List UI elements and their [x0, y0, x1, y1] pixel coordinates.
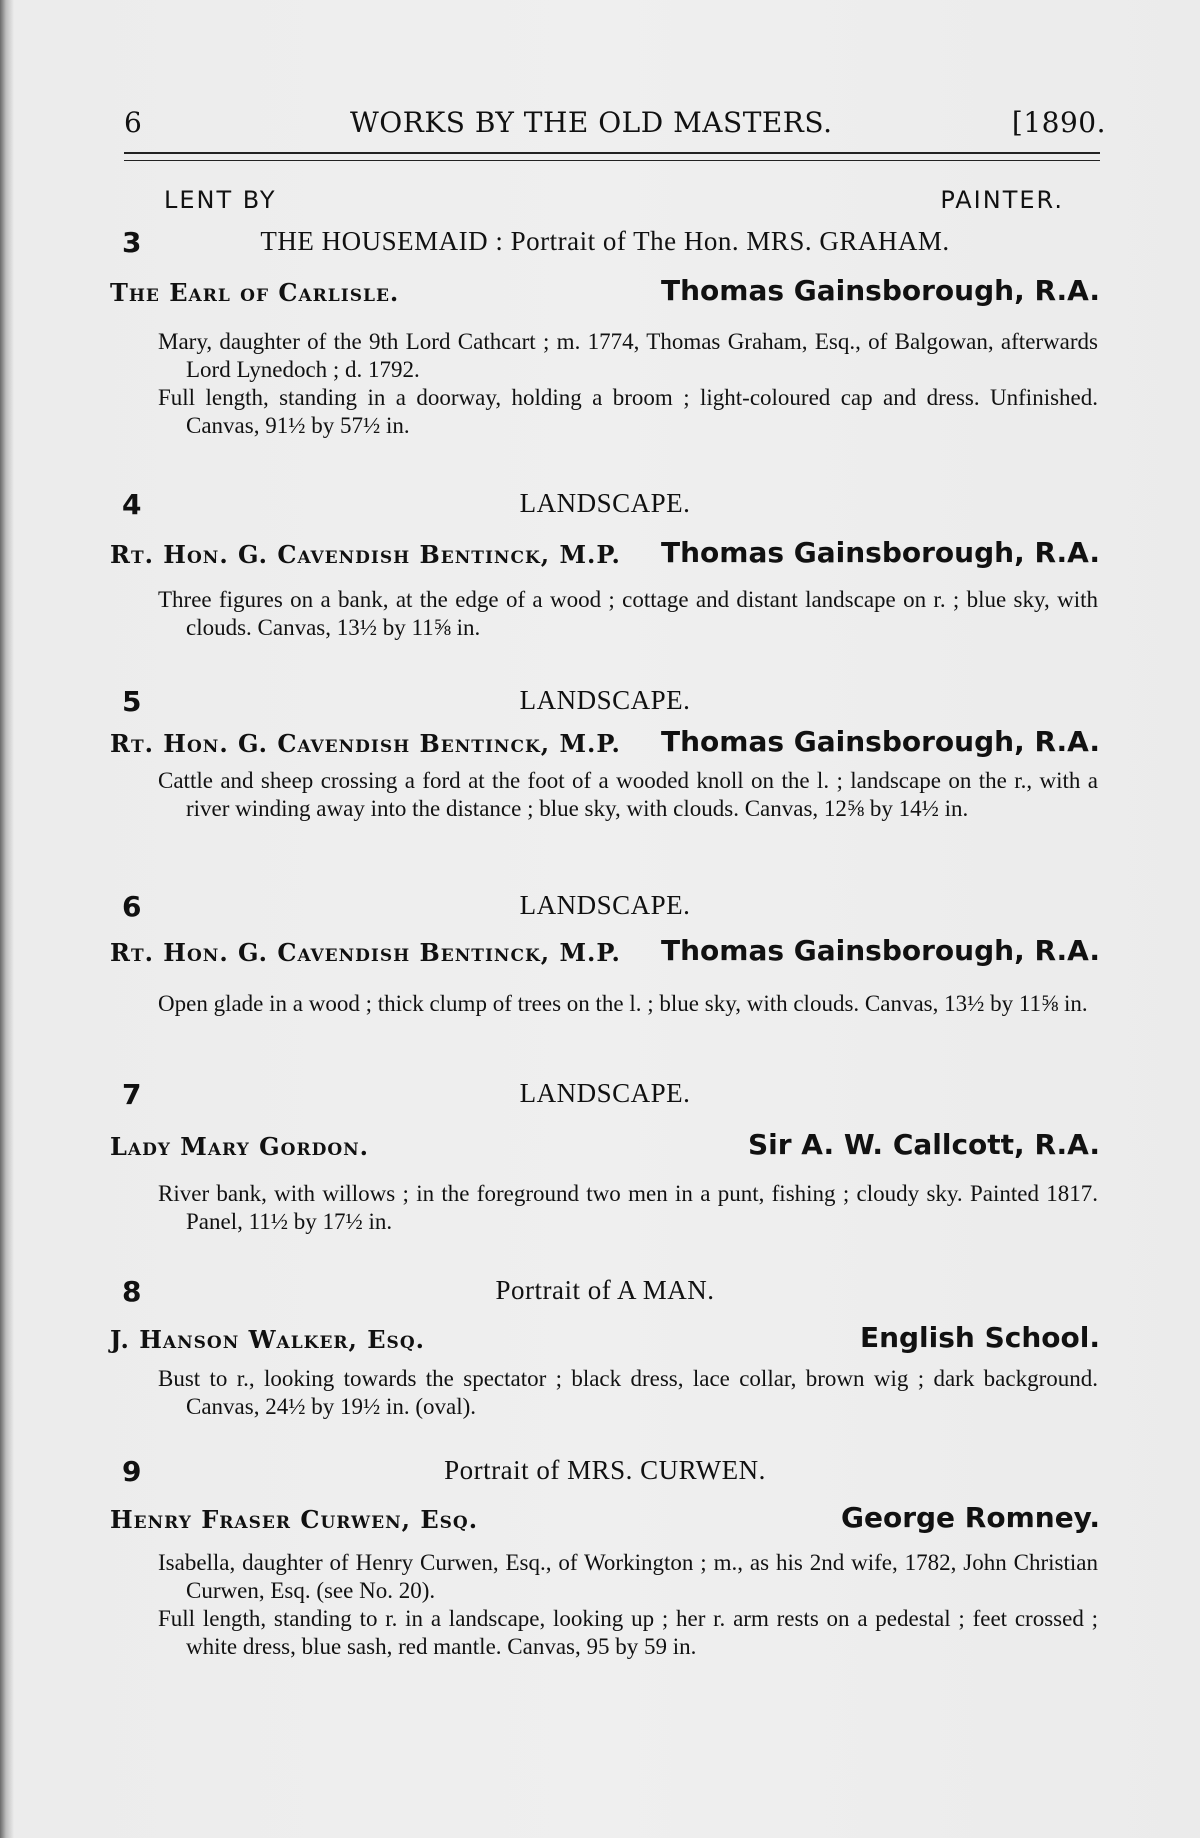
entry-painter: George Romney. [840, 1501, 1100, 1534]
entry-number: 6 [122, 890, 142, 923]
catalogue-entry [110, 1275, 1100, 1435]
painter-heading: PAINTER. [940, 186, 1064, 214]
entry-title: Portrait of MRS. CURWEN. [444, 1455, 766, 1485]
entry-description [158, 328, 1098, 440]
entry-lender: J. Hanson Walker, Esq. [110, 1325, 425, 1354]
entry-title: Portrait of A MAN. [495, 1275, 715, 1305]
running-header [120, 100, 1110, 146]
entry-lender: Rt. Hon. G. Cavendish Bentinck, M.P. [110, 938, 621, 967]
entry-number: 3 [122, 226, 142, 259]
catalogue-entry [110, 226, 1100, 446]
description-paragraph: Three figures on a bank, at the edge of a wood ; cottage and distant landscape on r. ; blue sky, with clouds. Canvas, 13½ by 11⅝ in. [158, 587, 1098, 640]
header-rule-thin [124, 160, 1100, 161]
catalogue-entry [110, 890, 1100, 1050]
entry-description [158, 767, 1098, 823]
entry-lender: Lady Mary Gordon. [110, 1132, 370, 1161]
entry-painter: Thomas Gainsborough, R.A. [661, 725, 1100, 758]
catalogue-entry [110, 1078, 1100, 1238]
page-title: WORKS BY THE OLD MASTERS. [350, 106, 833, 139]
column-headings [164, 186, 1064, 216]
entry-number: 5 [122, 685, 142, 718]
entry-painter: Thomas Gainsborough, R.A. [661, 536, 1100, 569]
entry-number: 7 [122, 1078, 142, 1111]
entry-painter: Thomas Gainsborough, R.A. [661, 934, 1100, 967]
description-paragraph: Full length, standing to r. in a landscape, looking up ; her r. arm rests on a pedestal ; feet crossed ; white dress, blue sash, red mantle. Canvas, 95 by 59 in. [158, 1606, 1098, 1659]
entry-painter: Sir A. W. Callcott, R.A. [747, 1128, 1100, 1161]
entry-title: LANDSCAPE. [519, 488, 691, 518]
entry-description [158, 990, 1098, 1018]
entry-title: LANDSCAPE. [519, 685, 691, 715]
entry-lender: The Earl of Carlisle. [110, 278, 400, 307]
entry-lender: Rt. Hon. G. Cavendish Bentinck, M.P. [110, 729, 621, 758]
entry-title: LANDSCAPE. [519, 1078, 691, 1108]
entry-description [158, 1549, 1098, 1661]
entry-description [158, 1180, 1098, 1236]
description-paragraph: Full length, standing in a doorway, holding a broom ; light-coloured cap and dress. Unfinished. Canvas, 91½ by 57½ in. [158, 385, 1098, 438]
header-rule [124, 152, 1100, 154]
entry-description [158, 586, 1098, 642]
description-paragraph: Open glade in a wood ; thick clump of trees on the l. ; blue sky, with clouds. Canvas, 13½ by 11⅝ in. [158, 991, 1088, 1016]
description-paragraph: Mary, daughter of the 9th Lord Cathcart ; m. 1774, Thomas Graham, Esq., of Balgowan, afterwards Lord Lynedoch ; d. 1792. [158, 329, 1098, 382]
description-paragraph: Cattle and sheep crossing a ford at the foot of a wooded knoll on the l. ; landscape on the r., with a river winding away into the distance ; blue sky, with clouds. Canvas, 12⅝ by 14½ in. [158, 768, 1098, 821]
catalogue-entry [110, 488, 1100, 648]
entry-number: 8 [122, 1275, 142, 1308]
entry-title: LANDSCAPE. [519, 890, 691, 920]
entry-lender: Henry Fraser Curwen, Esq. [110, 1505, 479, 1534]
entry-painter: Thomas Gainsborough, R.A. [661, 274, 1100, 307]
description-paragraph: Isabella, daughter of Henry Curwen, Esq., of Workington ; m., as his 2nd wife, 1782, John Christian Curwen, Esq. (see No. 20). [158, 1550, 1098, 1603]
catalogue-entry [110, 1455, 1100, 1695]
entry-painter: English School. [859, 1321, 1100, 1354]
entry-title: THE HOUSEMAID : Portrait of The Hon. MRS. GRAHAM. [260, 226, 950, 256]
entry-number: 4 [122, 488, 142, 521]
lent-by-heading: LENT BY [164, 186, 277, 214]
header-year: [1890. [1011, 106, 1106, 139]
description-paragraph: Bust to r., looking towards the spectator ; black dress, lace collar, brown wig ; dark background. Canvas, 24½ by 19½ in. (oval). [158, 1366, 1098, 1419]
description-paragraph: River bank, with willows ; in the foreground two men in a punt, fishing ; cloudy sky. Painted 1817. Panel, 11½ by 17½ in. [158, 1181, 1098, 1234]
entry-lender: Rt. Hon. G. Cavendish Bentinck, M.P. [110, 540, 621, 569]
entry-description [158, 1365, 1098, 1421]
catalogue-entry [110, 685, 1100, 855]
entry-number: 9 [122, 1455, 142, 1488]
page-number: 6 [124, 106, 143, 139]
